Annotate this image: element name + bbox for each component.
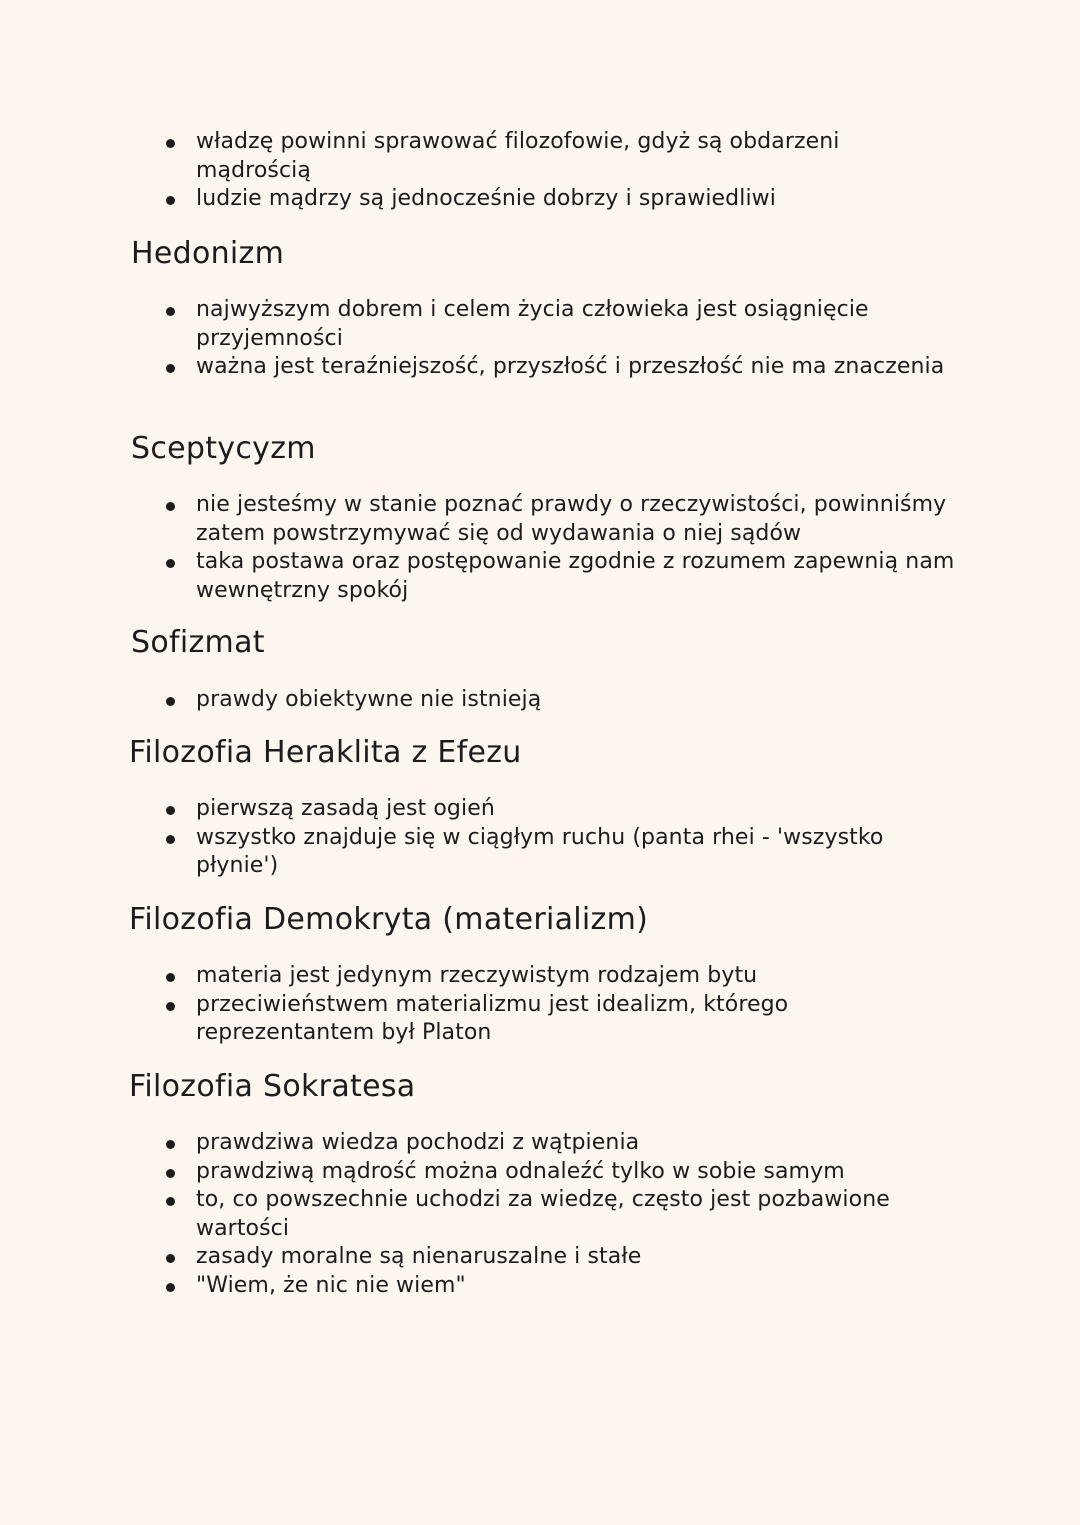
bullet-list (0, 296, 1080, 382)
list-item (0, 548, 1080, 605)
list-item-text: zasady moralne są nienaruszalne i stałe (196, 1244, 642, 1269)
list-item (0, 1186, 1080, 1243)
bullet-icon (166, 835, 175, 844)
bullet-icon (166, 973, 175, 982)
list-item (0, 491, 1080, 548)
list-item-text: to, co powszechnie uchodzi za wiedzę, często jest pozbawione wartości (196, 1187, 890, 1241)
section-heading: Filozofia Heraklita z Efezu (129, 735, 522, 770)
list-item (0, 962, 1080, 991)
bullet-icon (166, 1283, 175, 1292)
list-item (0, 824, 1080, 881)
bullet-icon (166, 139, 175, 148)
list-item (0, 991, 1080, 1048)
list-item-text: taka postawa oraz postępowanie zgodnie z rozumem zapewnią nam wewnętrzny spokój (196, 549, 955, 603)
list-item (0, 1158, 1080, 1187)
list-item (0, 296, 1080, 353)
list-item (0, 185, 1080, 214)
bullet-icon (166, 1002, 175, 1011)
section-heading: Filozofia Demokryta (materializm) (129, 902, 649, 937)
list-item-text: pierwszą zasadą jest ogień (196, 796, 495, 821)
list-item (0, 353, 1080, 382)
bullet-list (0, 1129, 1080, 1300)
bullet-list (0, 128, 1080, 214)
list-item (0, 128, 1080, 185)
list-item-text: prawdy obiektywne nie istnieją (196, 687, 542, 712)
list-item-text: wszystko znajduje się w ciągłym ruchu (panta rhei - 'wszystko płynie') (196, 824, 884, 878)
bullet-icon (166, 1254, 175, 1263)
bullet-icon (166, 697, 175, 706)
list-item-text: władzę powinni sprawować filozofowie, gdyż są obdarzeni mądrością (196, 129, 840, 183)
bullet-icon (166, 502, 175, 511)
list-item-text: najwyższym dobrem i celem życia człowieka jest osiągnięcie przyjemności (196, 297, 869, 351)
list-item (0, 795, 1080, 824)
list-item (0, 1243, 1080, 1272)
bullet-icon (166, 559, 175, 568)
list-item (0, 1272, 1080, 1301)
bullet-list (0, 962, 1080, 1048)
list-item (0, 1129, 1080, 1158)
bullet-icon (166, 806, 175, 815)
list-item-text: przeciwieństwem materializmu jest idealizm, którego reprezentantem był Platon (196, 991, 789, 1045)
bullet-list (0, 686, 1080, 715)
list-item-text: prawdziwą mądrość można odnaleźć tylko w sobie samym (196, 1158, 845, 1184)
section-heading: Sceptycyzm (131, 431, 316, 466)
bullet-list (0, 491, 1080, 605)
section-heading: Sofizmat (131, 625, 265, 660)
bullet-list (0, 795, 1080, 881)
list-item-text: materia jest jedynym rzeczywistym rodzajem bytu (196, 963, 758, 988)
list-item-text: nie jesteśmy w stanie poznać prawdy o rzeczywistości, powinniśmy zatem powstrzymywać się od wydawania o niej sądów (196, 492, 947, 546)
list-item-text: prawdziwa wiedza pochodzi z wątpienia (196, 1130, 640, 1155)
bullet-icon (166, 1169, 175, 1178)
bullet-icon (166, 307, 175, 316)
list-item-text: ludzie mądrzy są jednocześnie dobrzy i sprawiedliwi (196, 186, 776, 211)
section-heading: Hedonizm (131, 236, 285, 271)
list-item-text: "Wiem, że nic nie wiem" (196, 1272, 466, 1298)
list-item (0, 686, 1080, 715)
section-heading: Filozofia Sokratesa (129, 1069, 416, 1104)
bullet-icon (166, 1197, 175, 1206)
bullet-icon (166, 196, 175, 205)
bullet-icon (166, 1140, 175, 1149)
list-item-text: ważna jest teraźniejszość, przyszłość i przeszłość nie ma znaczenia (196, 354, 945, 379)
bullet-icon (166, 364, 175, 373)
